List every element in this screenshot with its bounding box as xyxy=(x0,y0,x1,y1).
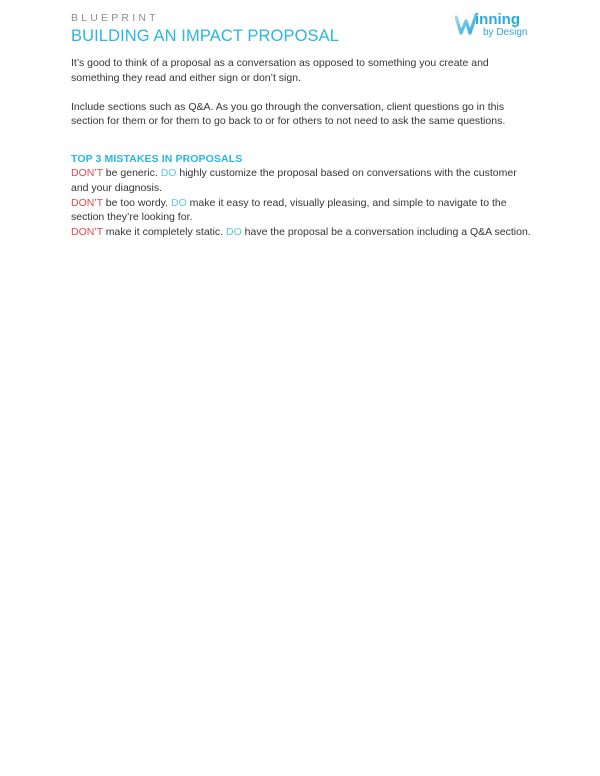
logo-word-by-design: by Design xyxy=(483,27,528,38)
do-text: highly customize the proposal based on conversations with the customer and your diagnosis. xyxy=(71,167,517,195)
do-text: have the proposal be a conversation including a Q&A section. xyxy=(241,225,531,238)
do-label: DO xyxy=(160,167,177,180)
dont-text: be too wordy. xyxy=(102,196,171,209)
section-heading: TOP 3 MISTAKES IN PROPOSALS xyxy=(71,152,243,165)
mistake-item xyxy=(71,225,531,240)
do-text: make it easy to read, visually pleasing, and simple to navigate to the section they’re looking for. xyxy=(71,196,507,224)
dont-label: DON’T xyxy=(71,167,103,180)
do-label: DO xyxy=(226,225,242,238)
dont-label: DON’T xyxy=(71,225,103,238)
dont-text: make it completely static. xyxy=(102,225,227,238)
winning-by-design-logo xyxy=(455,11,535,41)
logo-word-winning: inning xyxy=(475,11,520,28)
mistake-item xyxy=(71,196,531,225)
page-title: BUILDING AN IMPACT PROPOSAL xyxy=(71,27,339,45)
document-body xyxy=(71,56,531,239)
dont-text: be generic. xyxy=(102,167,161,180)
intro-paragraph: It’s good to think of a proposal as a conversation as opposed to something you create and something they read and either sign or don’t sign. xyxy=(71,57,489,84)
document-header xyxy=(71,12,339,46)
kicker-label: BLUEPRINT xyxy=(71,12,159,24)
do-label: DO xyxy=(170,196,187,209)
qa-paragraph: Include sections such as Q&A. As you go through the conversation, client questions go in this section for them or for them to go back to or for others to not need to ask the same questions. xyxy=(71,100,506,128)
mistake-item xyxy=(71,166,531,195)
dont-label: DON’T xyxy=(71,196,103,209)
